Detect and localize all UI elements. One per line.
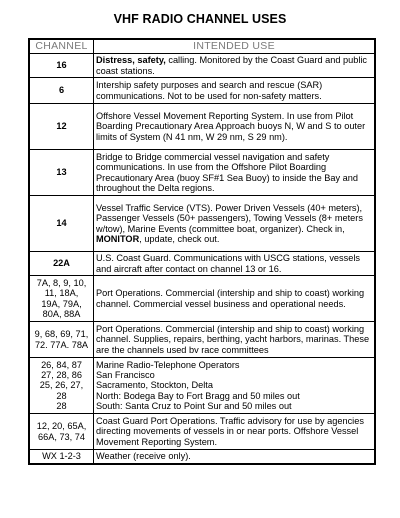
- table-row: [29, 322, 375, 358]
- table-row: [29, 252, 375, 276]
- use-line: Marine Radio-Telephone Operators: [96, 359, 240, 370]
- channel-cell: [29, 322, 94, 358]
- intended-use-cell: [94, 54, 376, 78]
- channel-cell: [29, 358, 94, 414]
- channel-cell: 22A: [29, 252, 94, 276]
- emphasis-text: Distress, safety,: [96, 55, 166, 66]
- table-row: [29, 78, 375, 104]
- channel-cell: [29, 276, 94, 322]
- intended-use-cell: Offshore Vessel Movement Reporting System. In use from Pilot Boarding Precautionary Area Approach buoys N, W and S to outer limits of System (N 41 nm, W 29 nm, S 29 nm).: [94, 104, 376, 150]
- intended-use-cell: Coast Guard Port Operations. Traffic advisory for use by agencies directing movements of vessels in or near ports. Offshore Vessel Movement Reporting System.: [94, 414, 376, 450]
- channel-line: 19A, 79A,: [41, 298, 82, 309]
- channel-line: 28: [56, 400, 67, 411]
- channel-cell: 14: [29, 196, 94, 252]
- intended-use-cell: Port Operations. Commercial (intership and ship to coast) working channel. Supplies, repairs, berthing, yacht harbors, marinas. These are the channels used bv race committees: [94, 322, 376, 358]
- table-row: [29, 414, 375, 450]
- channel-cell: 13: [29, 150, 94, 196]
- intended-use-cell: [94, 196, 376, 252]
- channel-line: 7A, 8, 9, 10,: [36, 278, 87, 289]
- table-row: [29, 150, 375, 196]
- use-text: Vessel Traffic Service (VTS). Power Driven Vessels (40+ meters), Passenger Vessels (50+ passengers), Towing Vessels (8+ meters w/tow), Marine Events (committee boat, organizer). Check in,: [96, 203, 363, 234]
- channel-line: 72. 77A. 78A: [34, 339, 89, 350]
- channel-line: 28: [56, 390, 67, 401]
- channel-line: 25, 26, 27,: [39, 380, 84, 391]
- channel-line: 27, 28, 86: [41, 370, 82, 381]
- channel-cell: 6: [29, 78, 94, 104]
- table-row: [29, 54, 375, 78]
- use-line: Sacramento, Stockton, Delta: [96, 380, 213, 391]
- intended-use-cell: Port Operations. Commercial (intership and ship to coast) working channel. Commercial vessel business and operational needs.: [94, 276, 376, 322]
- channel-column-header: CHANNEL: [29, 39, 94, 54]
- channel-line: 12, 20, 65A,: [36, 421, 87, 432]
- channel-uses-table: [28, 38, 376, 465]
- intended-use-cell: Intership safety purposes and search and rescue (SAR) communications. Not to be used for non-safety matters.: [94, 78, 376, 104]
- use-line: North: Bodega Bay to Fort Bragg and 50 miles out: [96, 390, 300, 401]
- page-title: VHF RADIO CHANNEL USES: [113, 12, 287, 26]
- use-text: , update, check out.: [139, 233, 220, 244]
- channel-cell: WX 1-2-3: [29, 450, 94, 464]
- table-header-row: [29, 39, 375, 54]
- channel-cell: 16: [29, 54, 94, 78]
- table-row: [29, 276, 375, 322]
- channel-line: 26, 84, 87: [41, 359, 82, 370]
- intended-use-cell: U.S. Coast Guard. Communications with USCG stations, vessels and aircraft after contact on channel 13 or 16.: [94, 252, 376, 276]
- intended-use-column-header: INTENDED USE: [94, 39, 376, 54]
- use-line: South: Santa Cruz to Point Sur and 50 miles out: [96, 400, 292, 411]
- table-row: [29, 104, 375, 150]
- use-text: calling. Monitored by the Coast Guard and public coast stations.: [96, 55, 368, 76]
- table-row: [29, 450, 375, 464]
- emphasis-text: MONITOR: [96, 233, 140, 244]
- channel-cell: [29, 414, 94, 450]
- channel-line: 9, 68, 69, 71,: [34, 329, 89, 340]
- intended-use-cell: Bridge to Bridge commercial vessel navigation and safety communications. In use from the Offshore Pilot Boarding Precautionary Area (buoy SF#1 Sea Buoy) to inside the Bay and throughout the Delta regions.: [94, 150, 376, 196]
- channel-line: 11, 18A,: [44, 288, 79, 299]
- table-row: [29, 196, 375, 252]
- channel-line: 66A, 73, 74: [38, 431, 85, 442]
- table-row: [29, 358, 375, 414]
- channel-cell: 12: [29, 104, 94, 150]
- use-line: San Francisco: [96, 370, 155, 381]
- channel-line: 80A, 88A: [42, 308, 81, 319]
- intended-use-cell: Weather (receive only).: [94, 450, 376, 464]
- intended-use-cell: [94, 358, 376, 414]
